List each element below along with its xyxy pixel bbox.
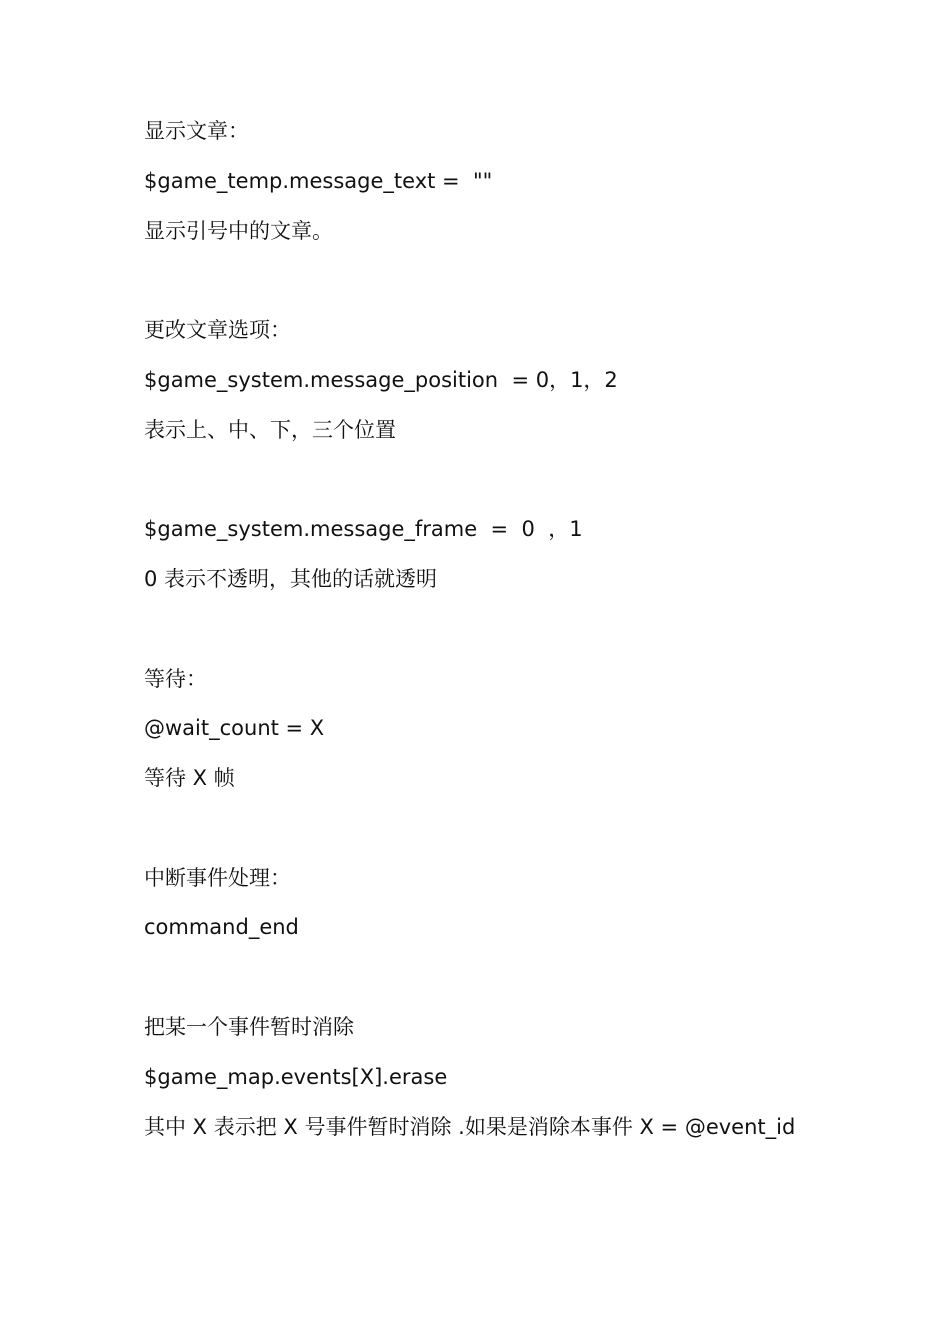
heading-message-options: 更改文章选项： — [144, 318, 291, 342]
note-message-frame: 0 表示不透明，其他的话就透明 — [144, 567, 438, 591]
note-message-position: 表示上、中、下，三个位置 — [144, 418, 396, 442]
code-erase-event: $game_map.events[X].erase — [144, 1065, 448, 1089]
code-wait-count: @wait_count = X — [144, 716, 325, 740]
heading-wait: 等待： — [144, 667, 207, 691]
code-message-text: $game_temp.message_text = "" — [144, 169, 493, 193]
note-wait: 等待 X 帧 — [144, 766, 235, 790]
note-show-message: 显示引号中的文章。 — [144, 219, 333, 243]
heading-erase-event: 把某一个事件暂时消除 — [144, 1015, 354, 1039]
code-command-end: command_end — [144, 915, 299, 939]
note-erase-event: 其中 X 表示把 X 号事件暂时消除 .如果是消除本事件 X = @event_id — [144, 1115, 796, 1139]
heading-interrupt-event: 中断事件处理： — [144, 866, 291, 890]
code-message-frame: $game_system.message_frame = 0 ，1 — [144, 517, 583, 541]
heading-show-message: 显示文章： — [144, 119, 249, 143]
code-message-position: $game_system.message_position = 0，1，2 — [144, 368, 618, 392]
